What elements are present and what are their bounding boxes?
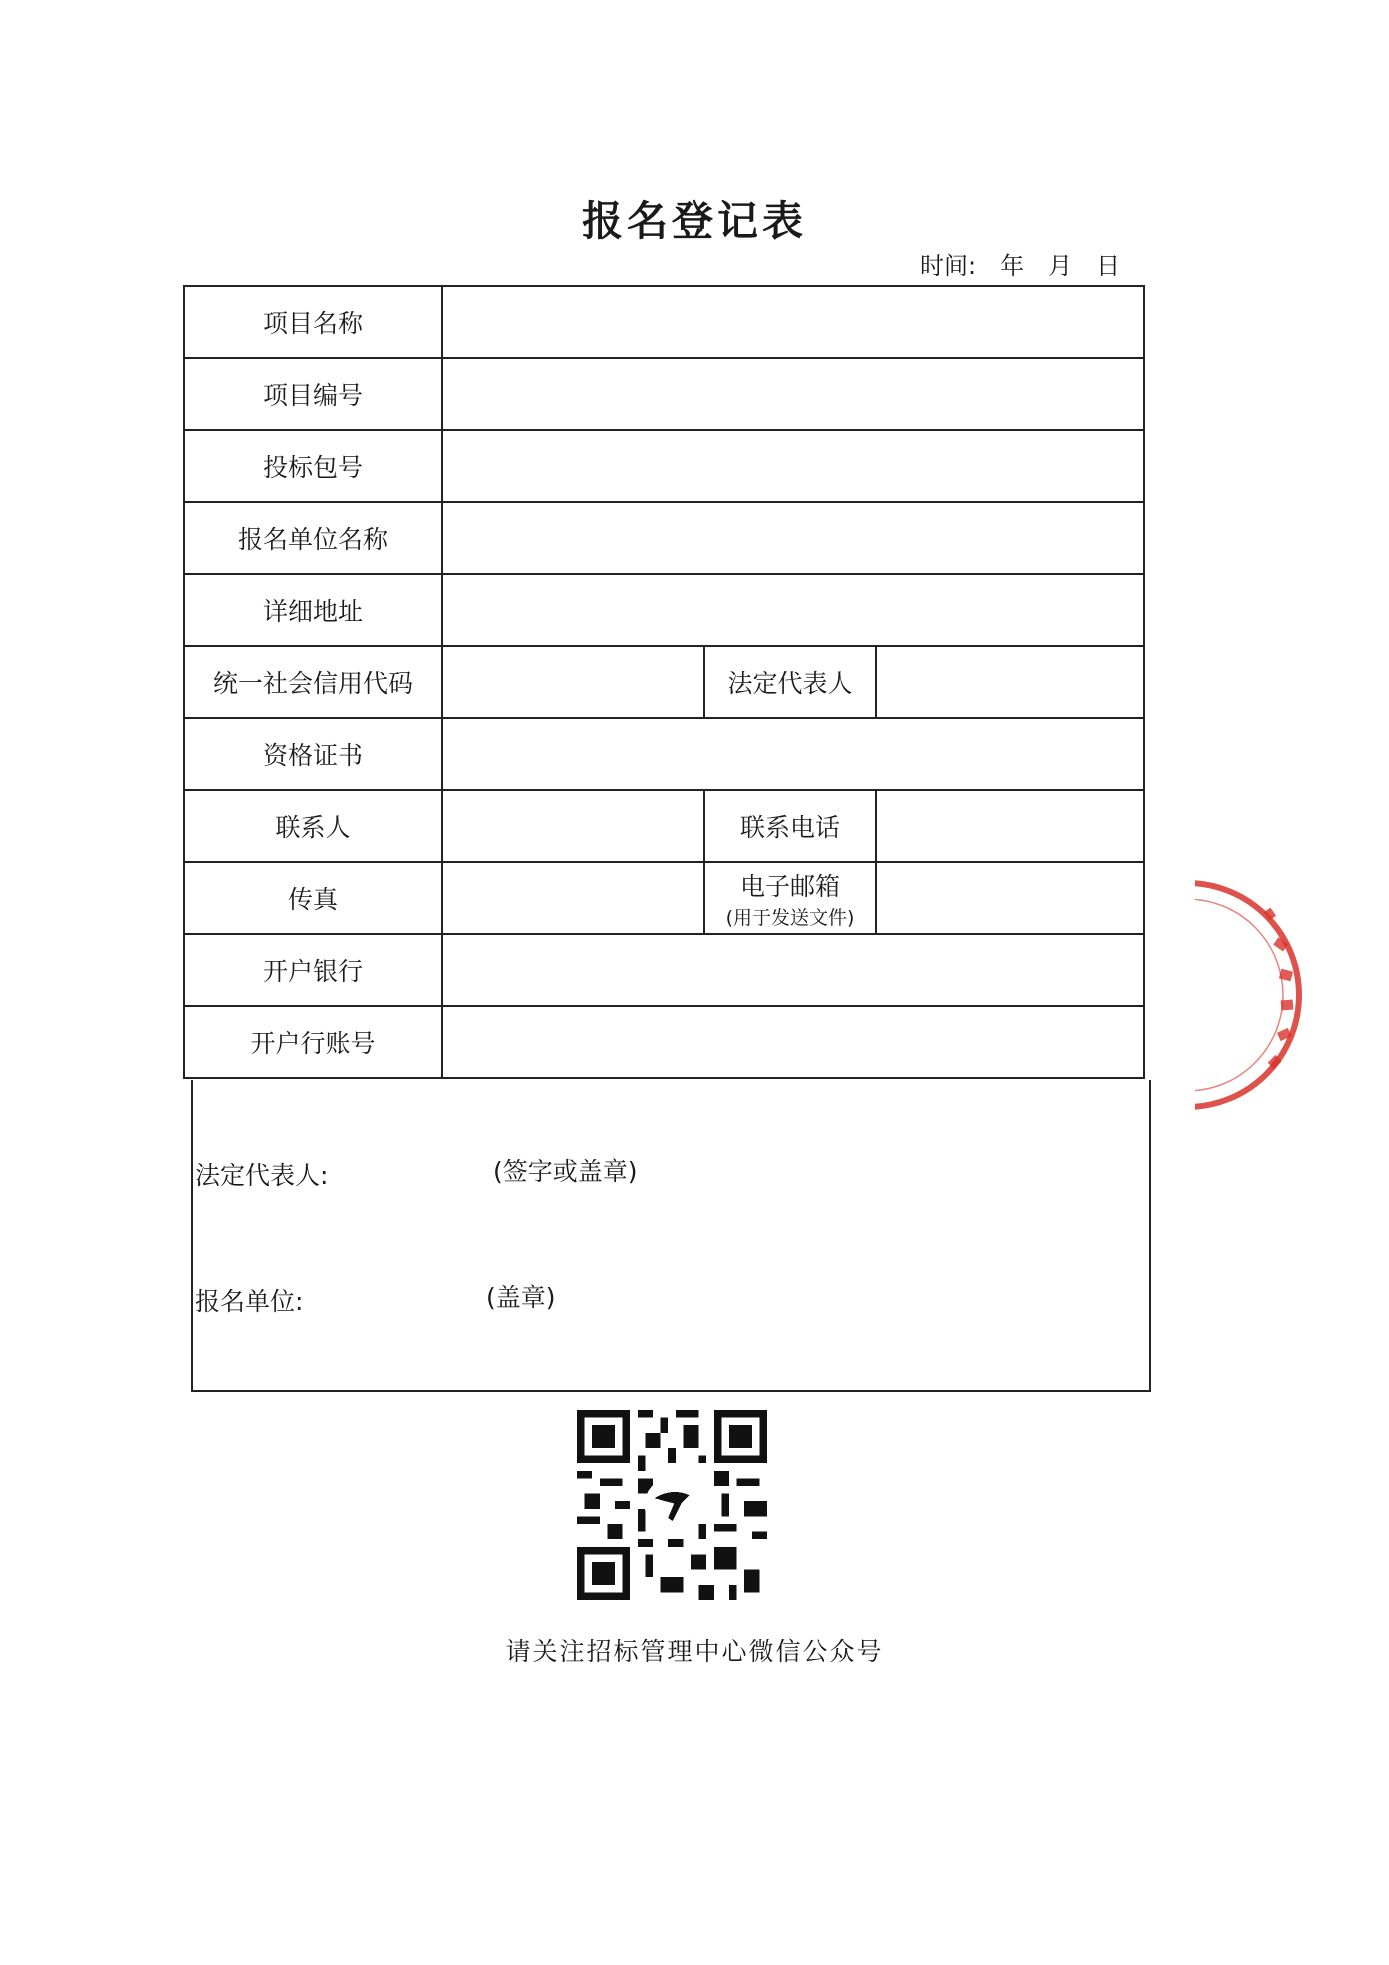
phone-label: 联系电话 [704,790,876,862]
address-field[interactable] [442,574,1144,646]
page-title: 报名登记表 [582,197,807,245]
bank-field[interactable] [442,934,1144,1006]
table-row [184,862,1144,934]
legal-rep-label: 法定代表人 [704,646,876,718]
address-label: 详细地址 [184,574,442,646]
qualification-field[interactable] [442,718,1144,790]
project-name-label: 项目名称 [184,286,442,358]
account-field[interactable] [442,1006,1144,1078]
phone-field[interactable] [876,790,1144,862]
table-row [184,934,1144,1006]
legal-rep-sign-note: (签字或盖章) [493,1157,638,1186]
date-row [920,246,1120,281]
table-row [184,430,1144,502]
applicant-name-field[interactable] [442,502,1144,574]
table-row [184,358,1144,430]
unit-sign-note: (盖章) [486,1283,556,1312]
table-row [184,286,1144,358]
qr-caption: 请关注招标管理中心微信公众号 [505,1637,884,1666]
table-row [184,502,1144,574]
email-label-cell [704,862,876,934]
table-row [184,574,1144,646]
qualification-label: 资格证书 [184,718,442,790]
official-seal-icon [1195,870,1305,1120]
project-number-label: 项目编号 [184,358,442,430]
wechat-qr-code [577,1410,767,1600]
legal-rep-field[interactable] [876,646,1144,718]
contact-label: 联系人 [184,790,442,862]
project-name-field[interactable] [442,286,1144,358]
date-label: 时间: [920,252,977,280]
date-day: 日 [1096,252,1121,280]
date-year: 年 [1000,252,1025,280]
unit-sign-label: 报名单位: [195,1287,304,1316]
project-number-field[interactable] [442,358,1144,430]
applicant-name-label: 报名单位名称 [184,502,442,574]
table-row [184,790,1144,862]
email-field[interactable] [876,862,1144,934]
bank-label: 开户银行 [184,934,442,1006]
table-row [184,1006,1144,1078]
signature-section [191,1080,1151,1392]
legal-rep-sign-label: 法定代表人: [195,1161,329,1190]
date-month: 月 [1048,252,1073,280]
email-note: (用于发送文件) [725,906,855,929]
credit-code-field[interactable] [442,646,704,718]
bid-package-field[interactable] [442,430,1144,502]
account-label: 开户行账号 [184,1006,442,1078]
fax-label: 传真 [184,862,442,934]
email-label: 电子邮箱 [739,871,840,901]
bid-package-label: 投标包号 [184,430,442,502]
table-row [184,646,1144,718]
table-row [184,718,1144,790]
credit-code-label: 统一社会信用代码 [184,646,442,718]
contact-field[interactable] [442,790,704,862]
fax-field[interactable] [442,862,704,934]
registration-table [183,285,1145,1079]
